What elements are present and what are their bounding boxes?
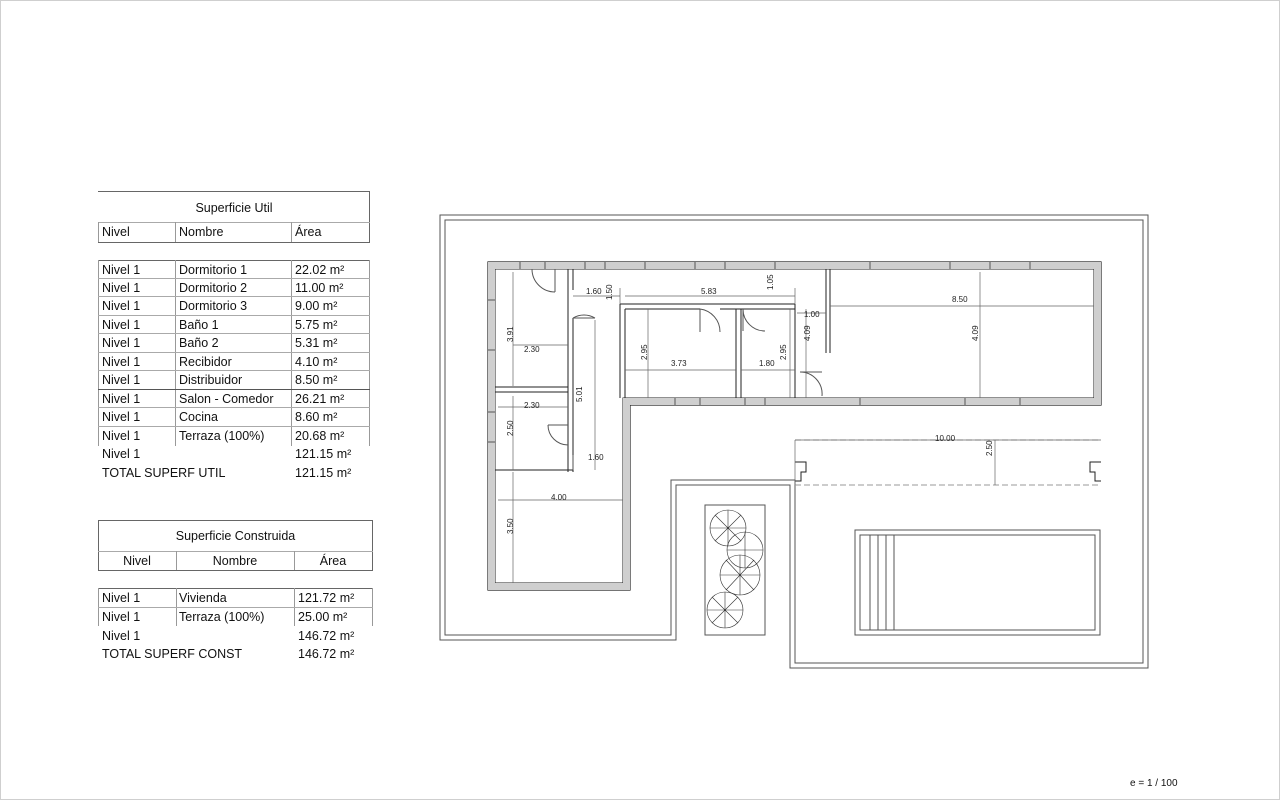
table-row: Nivel 1 bbox=[102, 336, 141, 350]
header-nivel: Nivel bbox=[102, 225, 130, 239]
door bbox=[532, 269, 555, 292]
plot-boundary bbox=[440, 215, 1148, 668]
dimension-label: 1.60 bbox=[586, 287, 602, 296]
dimension-label: 2.30 bbox=[524, 401, 540, 410]
table-row: 9.00 m² bbox=[295, 299, 338, 313]
dimension-label: 2.50 bbox=[985, 440, 994, 456]
door bbox=[700, 309, 720, 332]
pool-steps bbox=[870, 535, 894, 630]
dimension-label: 3.73 bbox=[671, 359, 687, 368]
dimension-label: 4.00 bbox=[551, 493, 567, 502]
wall-fill bbox=[488, 262, 495, 590]
door bbox=[548, 425, 568, 445]
dimension-label: 2.50 bbox=[506, 420, 515, 436]
table-row: 5.75 m² bbox=[295, 318, 338, 332]
dimension-label: 3.91 bbox=[506, 326, 515, 342]
table-row: Nivel 1 bbox=[102, 429, 141, 443]
table-row: Nivel 1 bbox=[102, 318, 141, 332]
table-row: 121.72 m² bbox=[298, 591, 355, 605]
dimension-label: 1.05 bbox=[766, 274, 775, 290]
total-label: TOTAL SUPERF CONST bbox=[102, 647, 243, 661]
wall-fill bbox=[1094, 262, 1101, 405]
dimension-label: 10.00 bbox=[935, 434, 956, 443]
dimension-label: 2.95 bbox=[779, 344, 788, 360]
table-row: 20.68 m² bbox=[295, 429, 345, 443]
table-row: Recibidor bbox=[179, 355, 232, 369]
wall-fill bbox=[488, 262, 1101, 269]
table-row: 4.10 m² bbox=[295, 355, 338, 369]
dimension-label: 2.30 bbox=[524, 345, 540, 354]
table-row: 8.50 m² bbox=[295, 373, 338, 387]
table-row: Baño 2 bbox=[179, 336, 219, 350]
table-row: 22.02 m² bbox=[295, 263, 345, 277]
subtotal-area: 146.72 m² bbox=[298, 629, 355, 643]
pool-inner bbox=[860, 535, 1095, 630]
table-row: Baño 1 bbox=[179, 318, 219, 332]
table-row: 5.31 m² bbox=[295, 336, 338, 350]
table-row: Dormitorio 2 bbox=[179, 281, 248, 295]
table-row: Nivel 1 bbox=[102, 373, 141, 387]
terrace-outline bbox=[795, 440, 1101, 485]
table-row: Vivienda bbox=[179, 591, 227, 605]
header-nombre: Nombre bbox=[179, 225, 224, 239]
pool-outer bbox=[855, 530, 1100, 635]
dimension-label: 5.01 bbox=[575, 386, 584, 402]
scale-label: e = 1 / 100 bbox=[1130, 778, 1178, 789]
header-area: Área bbox=[295, 225, 322, 239]
table-row: Dormitorio 3 bbox=[179, 299, 248, 313]
table-row: Terraza (100%) bbox=[179, 429, 265, 443]
dimension-label: 4.09 bbox=[803, 325, 812, 341]
dimension-label: 1.00 bbox=[804, 310, 820, 319]
superficie-construida-title: Superficie Construida bbox=[175, 529, 296, 543]
wall-fill bbox=[488, 583, 630, 590]
terrace-column bbox=[1090, 462, 1101, 481]
table-row: 25.00 m² bbox=[298, 610, 348, 624]
dimension-label: 1.80 bbox=[759, 359, 775, 368]
door bbox=[573, 315, 595, 318]
dimension-label: 1.50 bbox=[605, 284, 614, 300]
total-area: 146.72 m² bbox=[298, 647, 355, 661]
dimension-label: 2.95 bbox=[640, 344, 649, 360]
subtotal-nivel: Nivel 1 bbox=[102, 629, 141, 643]
subtotal-area: 121.15 m² bbox=[295, 447, 352, 461]
table-row: Nivel 1 bbox=[102, 410, 141, 424]
plot-boundary-inner bbox=[445, 220, 1143, 663]
table-row: 26.21 m² bbox=[295, 392, 345, 406]
dimension-label: 3.50 bbox=[506, 518, 515, 534]
wall-fill bbox=[623, 398, 630, 590]
table-row: Salon - Comedor bbox=[179, 392, 274, 406]
wall-fill bbox=[623, 398, 1101, 405]
table-row: 11.00 m² bbox=[295, 281, 344, 295]
table-row: Nivel 1 bbox=[102, 263, 141, 277]
tree-cluster bbox=[707, 510, 763, 628]
table-row: Nivel 1 bbox=[102, 299, 141, 313]
table-row: Nivel 1 bbox=[102, 355, 141, 369]
table-row: Distribuidor bbox=[179, 373, 243, 387]
header-nivel: Nivel bbox=[123, 554, 151, 568]
total-label: TOTAL SUPERF UTIL bbox=[102, 466, 226, 480]
header-area: Área bbox=[319, 554, 347, 568]
door bbox=[800, 372, 822, 396]
table-row: Cocina bbox=[179, 410, 218, 424]
table-row: 8.60 m² bbox=[295, 410, 338, 424]
door bbox=[743, 309, 765, 331]
subtotal-nivel: Nivel 1 bbox=[102, 447, 141, 461]
header-nombre: Nombre bbox=[212, 554, 258, 568]
dimension-label: 4.09 bbox=[971, 325, 980, 341]
terrace-column bbox=[795, 462, 806, 481]
total-area: 121.15 m² bbox=[295, 466, 352, 480]
superficie-util-title: Superficie Util bbox=[195, 201, 273, 215]
table-row: Dormitorio 1 bbox=[179, 263, 248, 277]
dimension-label: 8.50 bbox=[952, 295, 968, 304]
table-row: Terraza (100%) bbox=[179, 610, 265, 624]
dimension-label: 1.60 bbox=[588, 453, 604, 462]
table-row: Nivel 1 bbox=[102, 591, 141, 605]
table-row: Nivel 1 bbox=[102, 392, 141, 406]
dimension-label: 5.83 bbox=[701, 287, 717, 296]
table-row: Nivel 1 bbox=[102, 281, 141, 295]
table-row: Nivel 1 bbox=[102, 610, 141, 624]
